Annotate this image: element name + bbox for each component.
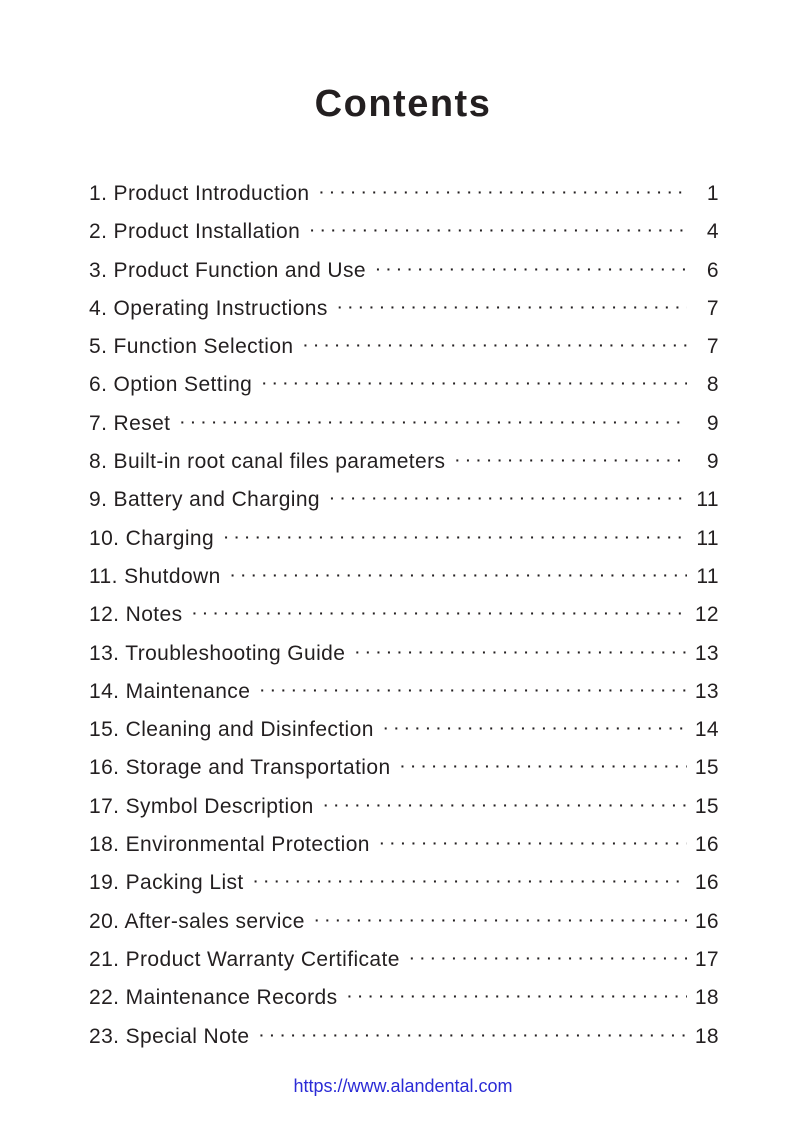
toc-entry-page-number: 8 bbox=[706, 373, 719, 397]
toc-entry-page-number: 18 bbox=[694, 986, 719, 1010]
toc-entry-label: 14. Maintenance bbox=[89, 679, 251, 703]
toc-entry-label: 3. Product Function and Use bbox=[89, 258, 366, 282]
toc-dot-leader bbox=[262, 364, 687, 402]
toc-entry-label: 1. Product Introduction bbox=[89, 182, 310, 205]
toc-dot-leader bbox=[180, 403, 687, 441]
toc-entry-page-number: 11 bbox=[696, 488, 719, 512]
toc-entry-label: 18. Environmental Protection bbox=[89, 833, 370, 857]
toc-entry-label: 6. Option Setting bbox=[89, 373, 253, 397]
toc-entry-page-number: 12 bbox=[694, 603, 719, 627]
toc-entry-page-number: 7 bbox=[706, 296, 719, 320]
toc-entry-page-number: 16 bbox=[694, 871, 719, 895]
toc-dot-leader bbox=[455, 441, 687, 479]
toc-entry[interactable] bbox=[89, 941, 719, 979]
toc-entry-page-number: 7 bbox=[706, 335, 719, 359]
toc-entry-page-number: 16 bbox=[694, 909, 719, 933]
toc-entry-page-number: 13 bbox=[694, 679, 719, 703]
toc-entry[interactable] bbox=[89, 366, 719, 404]
toc-entry-page-number: 17 bbox=[694, 947, 719, 971]
toc-entry-label: 17. Symbol Description bbox=[89, 794, 314, 818]
toc-dot-leader bbox=[380, 824, 687, 862]
toc-entry-page-number: 13 bbox=[694, 641, 719, 665]
toc-entry[interactable] bbox=[89, 520, 719, 558]
toc-entry[interactable] bbox=[89, 826, 719, 864]
toc-entry[interactable] bbox=[89, 673, 719, 711]
toc-entry[interactable] bbox=[89, 596, 719, 634]
toc-dot-leader bbox=[410, 939, 687, 977]
toc-entry-page-number: 11 bbox=[696, 564, 719, 588]
toc-dot-leader bbox=[376, 250, 687, 288]
toc-dot-leader bbox=[304, 326, 687, 364]
toc-dot-leader bbox=[260, 671, 687, 709]
footer-url-link[interactable]: https://www.alandental.com bbox=[293, 1076, 513, 1096]
toc-entry[interactable] bbox=[89, 405, 719, 443]
toc-entry-label: 22. Maintenance Records bbox=[89, 986, 338, 1010]
toc-dot-leader bbox=[384, 709, 687, 747]
toc-entry-page-number: 16 bbox=[694, 833, 719, 857]
toc-entry-page-number: 1 bbox=[706, 182, 719, 205]
toc-dot-leader bbox=[338, 288, 687, 326]
toc-entry-label: 11. Shutdown bbox=[89, 564, 221, 588]
toc-entry-page-number: 4 bbox=[706, 220, 719, 244]
toc-entry-label: 10. Charging bbox=[89, 526, 215, 550]
toc-entry[interactable] bbox=[89, 749, 719, 787]
toc-entry[interactable] bbox=[89, 979, 719, 1017]
toc-dot-leader bbox=[324, 786, 687, 824]
toc-entry-label: 23. Special Note bbox=[89, 1024, 250, 1048]
toc-entry-page-number: 15 bbox=[694, 794, 719, 818]
toc-entry-label: 5. Function Selection bbox=[89, 335, 294, 359]
toc-dot-leader bbox=[355, 633, 687, 671]
toc-entry[interactable] bbox=[89, 481, 719, 519]
toc-entry-label: 9. Battery and Charging bbox=[89, 488, 321, 512]
toc-entry-page-number: 11 bbox=[696, 526, 719, 550]
toc-entry-label: 8. Built-in root canal files parameters bbox=[89, 450, 446, 474]
toc-entry-label: 4. Operating Instructions bbox=[89, 296, 328, 320]
toc-entry-page-number: 15 bbox=[694, 756, 719, 780]
toc-dot-leader bbox=[315, 901, 687, 939]
toc-entry-label: 7. Reset bbox=[89, 411, 171, 435]
toc-entry[interactable] bbox=[89, 175, 719, 213]
toc-dot-leader bbox=[348, 977, 687, 1015]
toc-entry[interactable] bbox=[89, 711, 719, 749]
toc-entry-label: 16. Storage and Transportation bbox=[89, 756, 391, 780]
toc-entry-label: 12. Notes bbox=[89, 603, 183, 627]
toc-dot-leader bbox=[310, 211, 687, 249]
toc-entry[interactable] bbox=[89, 864, 719, 902]
toc-entry-page-number: 18 bbox=[694, 1024, 719, 1048]
toc-entry-page-number: 14 bbox=[694, 718, 719, 742]
toc-entry[interactable] bbox=[89, 443, 719, 481]
toc-entry[interactable] bbox=[89, 635, 719, 673]
toc-entry[interactable] bbox=[89, 328, 719, 366]
toc-entry-page-number: 9 bbox=[706, 450, 719, 474]
toc-dot-leader bbox=[401, 747, 687, 785]
toc-dot-leader bbox=[260, 1016, 688, 1054]
toc-entry[interactable] bbox=[89, 903, 719, 941]
toc-entry[interactable] bbox=[89, 788, 719, 826]
toc-dot-leader bbox=[224, 518, 687, 556]
toc-entry-page-number: 6 bbox=[706, 258, 719, 282]
toc-dot-leader bbox=[330, 479, 687, 517]
toc-dot-leader bbox=[320, 173, 688, 211]
toc-entry[interactable] bbox=[89, 1018, 719, 1056]
toc-entry[interactable] bbox=[89, 290, 719, 328]
toc-entry[interactable] bbox=[89, 252, 719, 290]
toc-entry[interactable] bbox=[89, 558, 719, 596]
toc-entry-label: 21. Product Warranty Certificate bbox=[89, 947, 400, 971]
toc-entry-label: 19. Packing List bbox=[89, 871, 244, 895]
toc-entry-label: 13. Troubleshooting Guide bbox=[89, 641, 346, 665]
page-title: Contents bbox=[314, 83, 492, 125]
toc-dot-leader bbox=[193, 594, 688, 632]
toc-dot-leader bbox=[254, 862, 687, 900]
toc-entry[interactable] bbox=[89, 213, 719, 251]
toc-entry-label: 2. Product Installation bbox=[89, 220, 301, 244]
toc-entry-label: 20. After-sales service bbox=[89, 909, 305, 933]
toc-entry-label: 15. Cleaning and Disinfection bbox=[89, 718, 374, 742]
toc-entry-page-number: 9 bbox=[706, 411, 719, 435]
toc-dot-leader bbox=[231, 556, 687, 594]
table-of-contents bbox=[89, 175, 719, 1056]
